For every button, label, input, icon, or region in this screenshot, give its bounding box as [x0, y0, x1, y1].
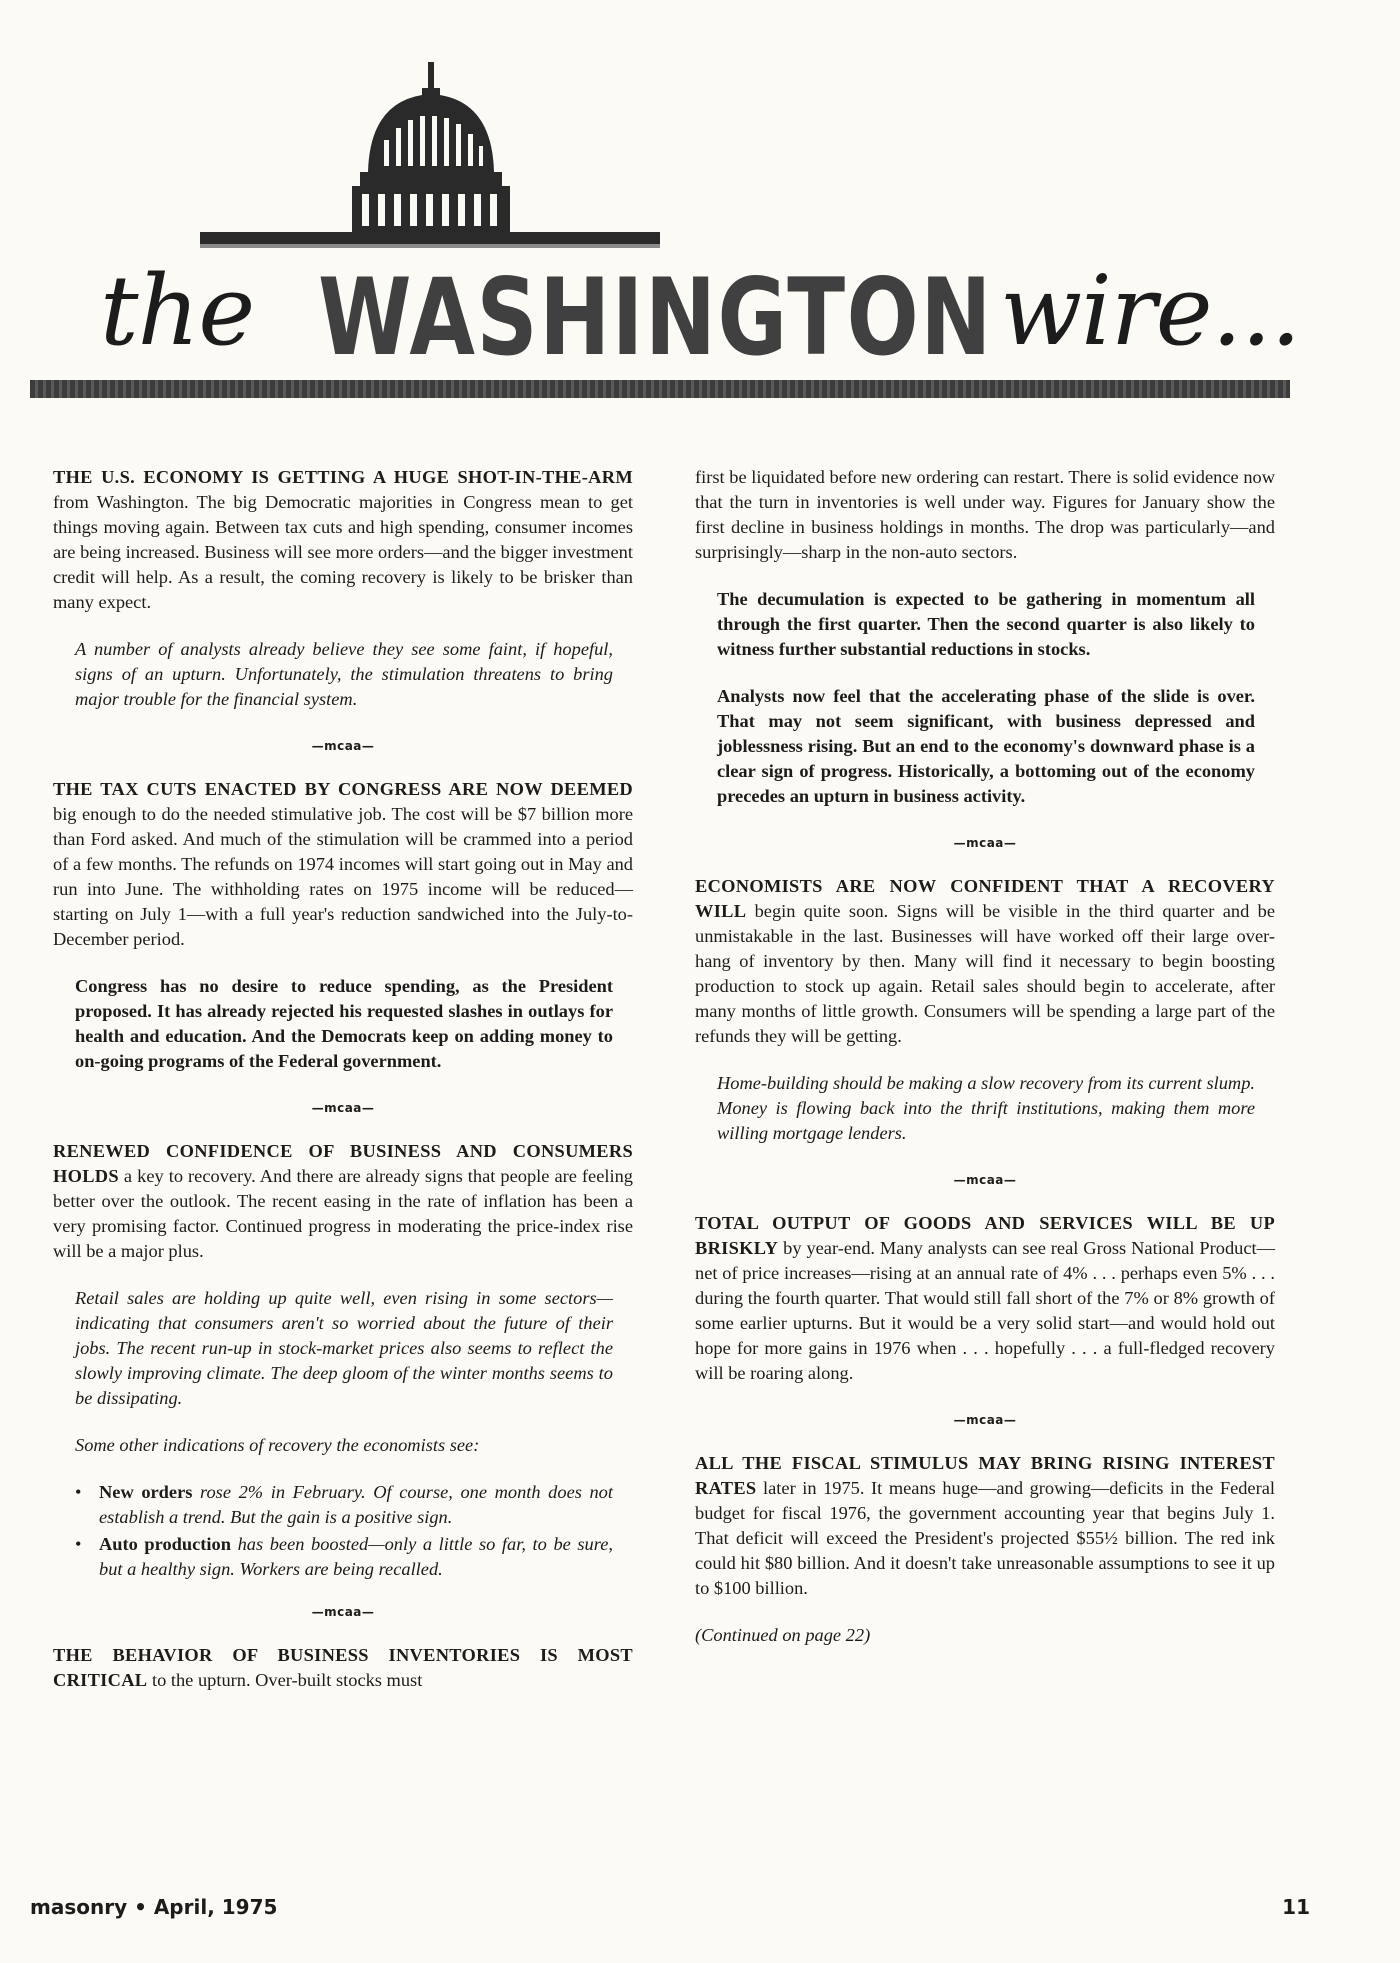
left-column — [53, 465, 633, 1715]
separator: —mcaa— — [953, 1173, 1017, 1187]
italic-paragraph: A number of analysts already believe they see some faint, if hopeful, signs of an upturn. Unfortunately, the stimulation threatens to bring major trouble for the financial system. — [75, 639, 613, 709]
bold-paragraph: Congress has no desire to reduce spending, as the President proposed. It has already rejected his requested slashes in outlays for health and education. And the Democrats keep on adding money to on-going programs of the Federal government. — [75, 976, 613, 1071]
right-column — [695, 465, 1275, 1670]
italic-paragraph: Home-building should be making a slow recovery from its current slump. Money is flowing back into the thrift institutions, making them more willing mortgage lenders. — [717, 1073, 1255, 1143]
indications-list — [53, 1480, 633, 1582]
paragraph — [53, 1139, 633, 1264]
list-item-text: has been boosted—only a little so far, to be sure, but a healthy sign. Workers are being recalled. — [99, 1534, 613, 1579]
list-item — [75, 1532, 633, 1582]
section-lead: TOTAL OUTPUT OF GOODS AND SERVICES WILL BE UP BRISKLY — [695, 1213, 1275, 1258]
paragraph — [695, 1451, 1275, 1601]
section-text: to the upturn. Over-built stocks must — [147, 1670, 423, 1690]
continued-note: (Continued on page 22) — [695, 1625, 871, 1645]
paragraph — [53, 465, 633, 615]
section-lead: RENEWED CONFIDENCE OF BUSINESS AND CONSUMERS HOLDS — [53, 1141, 633, 1186]
paragraph: first be liquidated before new ordering can restart. There is solid evidence now that the turn in inventories is well under way. Figures for January show the first decline in business holdings in months. The drop was particularly—and surprisingly—sharp in the non-auto sectors. — [695, 467, 1275, 562]
section-lead: ECONOMISTS ARE NOW CONFIDENT THAT A RECOVERY WILL — [695, 876, 1275, 921]
masthead-wire: wire... — [1000, 255, 1301, 367]
footer-publication: masonry • April, 1975 — [30, 1895, 278, 1919]
masthead-washington: WASHINGTON — [318, 256, 993, 379]
list-intro: Some other indications of recovery the economists see: — [75, 1435, 480, 1455]
separator: —mcaa— — [953, 836, 1017, 850]
bullet-icon: • — [75, 1534, 82, 1554]
section-lead: ALL THE FISCAL STIMULUS MAY BRING RISING INTEREST RATES — [695, 1453, 1275, 1498]
bullet-icon: • — [75, 1482, 82, 1502]
separator: —mcaa— — [953, 1413, 1017, 1427]
separator: —mcaa— — [311, 1101, 375, 1115]
paragraph — [53, 1643, 633, 1693]
section-lead: THE TAX CUTS ENACTED BY CONGRESS ARE NOW DEEMED — [53, 779, 633, 799]
list-item-term: Auto production — [99, 1534, 231, 1554]
bold-paragraph: The decumulation is expected to be gathering in momentum all through the first quarter. Then the second quarter is also likely to witness further substantial reductions in stocks. — [717, 589, 1255, 659]
list-item-text: rose 2% in February. Of course, one month does not establish a trend. But the gain is a positive sign. — [99, 1482, 613, 1527]
masthead-the: the — [100, 255, 255, 367]
section-text: by year-end. Many analysts can see real Gross National Product—net of price increases—rising at an annual rate of 4% . . . perhaps even 5% . . . during the fourth quarter. That would still fall short of the 7% or 8% growth of some earlier upturns. But it would be a very solid start—and would hold out hope for more gains in 1976 when . . . hopefully . . . a full-fledged recovery will be roaring along. — [695, 1238, 1275, 1383]
section-text: from Washington. The big Democratic majorities in Congress mean to get things moving again. Between tax cuts and high spending, consumer incomes are being increased. Business will see more orders—and the bigger investment credit will help. As a result, the coming recovery is likely to be brisker than many expect. — [53, 492, 633, 612]
paragraph — [695, 874, 1275, 1049]
list-item — [75, 1480, 633, 1530]
paragraph — [53, 777, 633, 952]
list-item-term: New orders — [99, 1482, 193, 1502]
bold-paragraph: Analysts now feel that the accelerating phase of the slide is over. That may not seem significant, with business depressed and joblessness rising. But an end to the economy's downward phase is a clear sign of progress. Historically, a bottoming out of the economy precedes an upturn in business activity. — [717, 686, 1255, 806]
page-number: 11 — [1282, 1895, 1310, 1919]
separator: —mcaa— — [311, 1605, 375, 1619]
section-lead: THE U.S. ECONOMY IS GETTING A HUGE SHOT-IN-THE-ARM — [53, 467, 633, 487]
masthead-rule — [30, 380, 1290, 398]
paragraph — [695, 1211, 1275, 1386]
section-text: big enough to do the needed stimulative job. The cost will be $7 billion more than Ford asked. And much of the stimulation will be crammed into a period of a few months. The refunds on 1974 incomes will start going out in May and run into June. The withholding rates on 1975 income will be reduced—starting on July 1—with a full year's reduction sandwiched into the July-to-December period. — [53, 804, 633, 949]
section-text: later in 1975. It means huge—and growing—deficits in the Federal budget for fiscal 1976, the government accounting year that begins July 1. That deficit will exceed the President's projected $55½ billion. The red ink could hit $80 billion. And it doesn't take unreasonable assumptions to see it up to $100 billion. — [695, 1478, 1275, 1598]
section-text: a key to recovery. And there are already signs that people are feeling better over the outlook. The recent easing in the rate of inflation has been a very promising factor. Continued progress in moderating the price-index rise will be a major plus. — [53, 1166, 633, 1261]
section-text: begin quite soon. Signs will be visible in the third quarter and be unmistakable in the last. Businesses will have worked off their large over-hang of inventory by then. Many will find it necessary to begin boosting production to stock up again. Retail sales should begin to accelerate, after many months of little growth. Consumers will be spending a large part of the refunds they will be getting. — [695, 901, 1275, 1046]
page-footer — [30, 1895, 1310, 1925]
section-lead: THE BEHAVIOR OF BUSINESS INVENTORIES IS MOST CRITICAL — [53, 1645, 633, 1690]
masthead — [0, 0, 1400, 400]
separator: —mcaa— — [311, 739, 375, 753]
italic-paragraph: Retail sales are holding up quite well, even rising in some sectors—indicating that consumers aren't so worried about the future of their jobs. The recent run-up in stock-market prices also seems to reflect the slowly improving climate. The deep gloom of the winter months seems to be dissipating. — [75, 1288, 613, 1408]
